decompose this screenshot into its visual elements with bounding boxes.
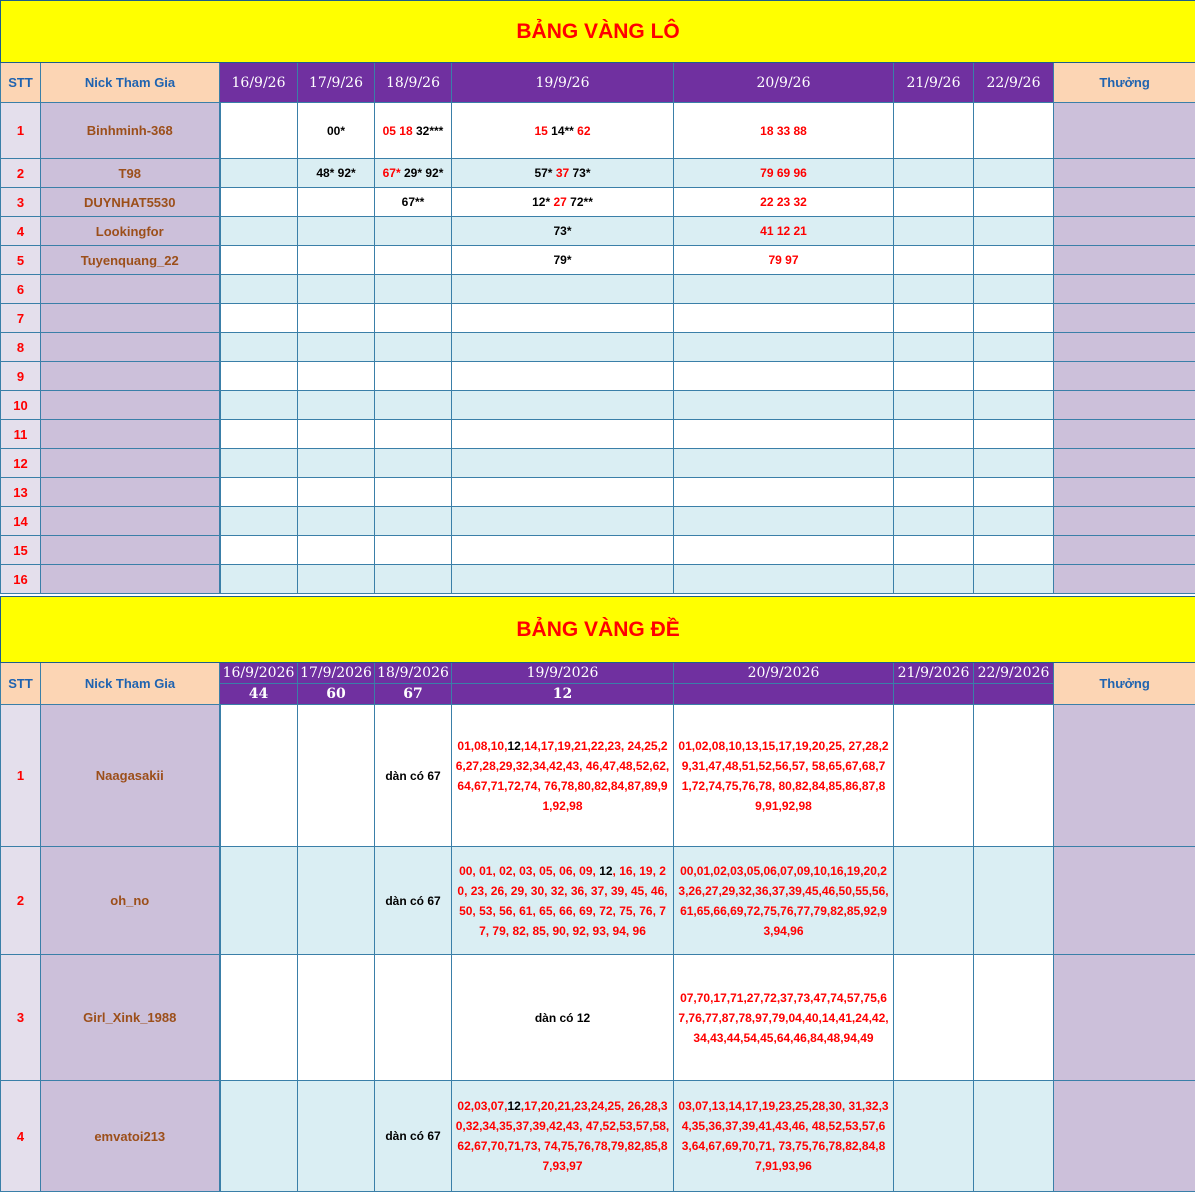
lo-day-cell bbox=[220, 103, 298, 159]
lo-number-segment: 57* bbox=[534, 166, 553, 180]
de-date-header: 16/9/2026 bbox=[220, 663, 298, 684]
de-reward-cell bbox=[1054, 847, 1195, 955]
lo-nick-cell bbox=[41, 333, 220, 362]
de-number-segment: 01,08,10, bbox=[457, 738, 508, 753]
de-day-cell bbox=[674, 955, 894, 1081]
lo-day-cell bbox=[894, 391, 974, 420]
lo-day-cell bbox=[298, 507, 375, 536]
lo-day-cell bbox=[375, 420, 452, 449]
lo-day-cell bbox=[674, 333, 894, 362]
de-day-cell bbox=[974, 705, 1054, 847]
de-nick-cell: Girl_Xink_1988 bbox=[41, 955, 220, 1081]
de-day-cell bbox=[298, 1081, 375, 1192]
lo-number-segment: 00* bbox=[326, 123, 346, 138]
de-reward-header: Thưởng bbox=[1054, 663, 1195, 705]
lo-stt-cell: 7 bbox=[1, 304, 41, 333]
lo-day-cell bbox=[220, 449, 298, 478]
lo-day-cell bbox=[894, 103, 974, 159]
lo-number-segment: 18 33 88 bbox=[760, 123, 807, 138]
lo-nick-cell: Tuyenquang_22 bbox=[41, 246, 220, 275]
lo-day-cell bbox=[974, 217, 1054, 246]
de-day-cell bbox=[298, 847, 375, 955]
de-number-segment: 03,07,13,14,17,19,23,25,28,30, 31,32,34,35,36,37,39,41,43,46, 48,52,53,57,63,64,67,69,70,71, 73,75,76,78,82,84,87,91,93,96 bbox=[678, 1099, 889, 1173]
lo-table-row bbox=[1, 188, 1195, 217]
lo-day-cell bbox=[894, 159, 974, 188]
lo-number-segment: 79* bbox=[553, 253, 572, 267]
lo-nick-cell bbox=[41, 275, 220, 304]
de-number-segment: 12 bbox=[507, 738, 521, 753]
lo-number-segment: 15 bbox=[534, 123, 548, 138]
de-day-cell bbox=[674, 847, 894, 955]
lo-stt-cell: 4 bbox=[1, 217, 41, 246]
lo-day-cell bbox=[220, 391, 298, 420]
de-table-row bbox=[1, 705, 1195, 847]
lo-stt-cell: 15 bbox=[1, 536, 41, 565]
lo-table-row bbox=[1, 420, 1195, 449]
lo-reward-cell bbox=[1054, 449, 1195, 478]
lo-table-row bbox=[1, 507, 1195, 536]
lo-table-row bbox=[1, 536, 1195, 565]
lo-day-cell bbox=[298, 536, 375, 565]
lo-number-segment: 12* bbox=[532, 195, 551, 209]
lo-nick-cell bbox=[41, 304, 220, 333]
lo-stt-cell: 3 bbox=[1, 188, 41, 217]
lo-day-cell bbox=[974, 478, 1054, 507]
lo-table-row bbox=[1, 478, 1195, 507]
lo-table-row bbox=[1, 246, 1195, 275]
lo-number-segment: 73* bbox=[553, 224, 572, 238]
lo-nick-cell bbox=[41, 391, 220, 420]
de-number-segment: dàn có 67 bbox=[385, 768, 441, 783]
lo-reward-header: Thưởng bbox=[1054, 63, 1195, 103]
de-date-header: 18/9/2026 bbox=[375, 663, 452, 684]
lo-day-cell bbox=[220, 565, 298, 594]
de-day-cell bbox=[220, 705, 298, 847]
lo-day-cell bbox=[298, 159, 375, 188]
lo-table-row bbox=[1, 159, 1195, 188]
de-table-row bbox=[1, 955, 1195, 1081]
lo-day-cell bbox=[894, 449, 974, 478]
lo-day-cell bbox=[375, 275, 452, 304]
lo-reward-cell bbox=[1054, 391, 1195, 420]
lo-number-segment: 48* 92* bbox=[316, 166, 356, 180]
lo-stt-cell: 1 bbox=[1, 103, 41, 159]
de-day-cell bbox=[375, 847, 452, 955]
lo-day-cell bbox=[375, 217, 452, 246]
de-table-row bbox=[1, 1081, 1195, 1192]
lo-table-row bbox=[1, 275, 1195, 304]
de-day-cell bbox=[974, 955, 1054, 1081]
lo-day-cell bbox=[674, 275, 894, 304]
de-date-header: 17/9/2026 bbox=[298, 663, 375, 684]
de-day-cell bbox=[894, 847, 974, 955]
lo-day-cell bbox=[974, 362, 1054, 391]
lo-number-segment: 05 18 bbox=[382, 123, 413, 138]
lo-stt-cell: 2 bbox=[1, 159, 41, 188]
lo-table-row bbox=[1, 217, 1195, 246]
lo-stt-cell: 9 bbox=[1, 362, 41, 391]
de-day-cell bbox=[375, 1081, 452, 1192]
de-nick-header: Nick Tham Gia bbox=[41, 663, 220, 705]
lo-day-cell bbox=[452, 159, 674, 188]
lo-day-cell bbox=[375, 188, 452, 217]
lo-day-cell bbox=[974, 188, 1054, 217]
lo-day-cell bbox=[220, 420, 298, 449]
de-day-cell bbox=[674, 1081, 894, 1192]
lo-nick-cell: T98 bbox=[41, 159, 220, 188]
lo-day-cell bbox=[298, 565, 375, 594]
lo-number-segment: 37 bbox=[552, 166, 570, 180]
lo-day-cell bbox=[894, 304, 974, 333]
lo-day-cell bbox=[375, 362, 452, 391]
lo-nick-cell bbox=[41, 449, 220, 478]
lo-stt-header: STT bbox=[1, 63, 41, 103]
lo-day-cell bbox=[298, 391, 375, 420]
lo-day-cell bbox=[674, 217, 894, 246]
lo-day-cell bbox=[375, 478, 452, 507]
lo-day-cell bbox=[375, 391, 452, 420]
lo-day-cell bbox=[894, 246, 974, 275]
lo-date-header: 20/9/26 bbox=[674, 63, 894, 103]
lo-number-segment: 79 69 96 bbox=[760, 166, 807, 180]
de-reward-cell bbox=[1054, 1081, 1195, 1192]
lo-day-cell bbox=[974, 333, 1054, 362]
lo-number-segment: 41 12 21 bbox=[760, 224, 807, 238]
de-stt-cell: 1 bbox=[1, 705, 41, 847]
lo-day-cell bbox=[452, 217, 674, 246]
lo-number-segment: 67* bbox=[382, 166, 401, 180]
lo-day-cell bbox=[674, 420, 894, 449]
lo-reward-cell bbox=[1054, 420, 1195, 449]
lo-nick-header: Nick Tham Gia bbox=[41, 63, 220, 103]
lo-day-cell bbox=[894, 478, 974, 507]
lo-day-cell bbox=[220, 275, 298, 304]
de-number-segment: dàn có 67 bbox=[385, 893, 441, 908]
de-day-cell bbox=[452, 955, 674, 1081]
lo-number-segment: 14** bbox=[547, 123, 574, 138]
lo-day-cell bbox=[674, 362, 894, 391]
lo-day-cell bbox=[974, 536, 1054, 565]
lo-day-cell bbox=[220, 246, 298, 275]
lo-stt-cell: 11 bbox=[1, 420, 41, 449]
lo-day-cell bbox=[974, 449, 1054, 478]
lo-stt-cell: 16 bbox=[1, 565, 41, 594]
lo-day-cell bbox=[452, 333, 674, 362]
lo-reward-cell bbox=[1054, 304, 1195, 333]
lo-day-cell bbox=[452, 478, 674, 507]
lo-day-cell bbox=[375, 333, 452, 362]
lo-day-cell bbox=[452, 536, 674, 565]
de-result-cell: 44 bbox=[220, 684, 298, 705]
lo-day-cell bbox=[452, 188, 674, 217]
lo-nick-cell bbox=[41, 565, 220, 594]
de-number-segment: 00, 01, 02, 03, 05, 06, 09, bbox=[459, 863, 600, 878]
lo-day-cell bbox=[974, 304, 1054, 333]
lo-day-cell bbox=[452, 304, 674, 333]
lo-number-segment: 22 23 32 bbox=[760, 195, 807, 209]
lo-day-cell bbox=[894, 275, 974, 304]
de-day-cell bbox=[220, 1081, 298, 1192]
lo-day-cell bbox=[375, 565, 452, 594]
lo-day-cell bbox=[674, 188, 894, 217]
lo-day-cell bbox=[298, 420, 375, 449]
de-result-cell: 67 bbox=[375, 684, 452, 705]
de-result-cell bbox=[674, 684, 894, 705]
lo-reward-cell bbox=[1054, 246, 1195, 275]
lo-reward-cell bbox=[1054, 103, 1195, 159]
lo-day-cell bbox=[220, 507, 298, 536]
lo-day-cell bbox=[674, 507, 894, 536]
de-stt-cell: 2 bbox=[1, 847, 41, 955]
de-number-segment: 01,02,08,10,13,15,17,19,20,25, 27,28,29,31,47,48,51,52,56,57, 58,65,67,68,71,72,74,75,76,78, 80,82,84,85,86,87,89,91,92,98 bbox=[678, 738, 889, 813]
de-date-header: 19/9/2026 bbox=[452, 663, 674, 684]
de-table-row bbox=[1, 847, 1195, 955]
lo-day-cell bbox=[452, 391, 674, 420]
lo-reward-cell bbox=[1054, 478, 1195, 507]
lo-day-cell bbox=[674, 103, 894, 159]
lo-stt-cell: 6 bbox=[1, 275, 41, 304]
de-date-header: 20/9/2026 bbox=[674, 663, 894, 684]
lo-day-cell bbox=[375, 536, 452, 565]
lo-table-row bbox=[1, 391, 1195, 420]
lo-day-cell bbox=[974, 391, 1054, 420]
lo-number-segment: 29* 92* bbox=[400, 166, 444, 180]
lo-day-cell bbox=[974, 420, 1054, 449]
de-number-segment: 12 bbox=[507, 1099, 521, 1113]
lo-day-cell bbox=[674, 304, 894, 333]
lo-day-cell bbox=[894, 420, 974, 449]
lo-reward-cell bbox=[1054, 188, 1195, 217]
lo-day-cell bbox=[220, 188, 298, 217]
de-number-segment: 12 bbox=[599, 863, 613, 878]
de-number-segment: 02,03,07, bbox=[457, 1099, 508, 1113]
lo-table-row bbox=[1, 362, 1195, 391]
lo-day-cell bbox=[974, 103, 1054, 159]
de-body bbox=[1, 705, 1195, 1192]
de-stt-cell: 3 bbox=[1, 955, 41, 1081]
lo-day-cell bbox=[452, 362, 674, 391]
lo-day-cell bbox=[974, 159, 1054, 188]
lo-date-header: 19/9/26 bbox=[452, 63, 674, 103]
lo-day-cell bbox=[298, 333, 375, 362]
lo-stt-cell: 5 bbox=[1, 246, 41, 275]
lo-number-segment: 62 bbox=[573, 123, 591, 138]
lo-stt-cell: 13 bbox=[1, 478, 41, 507]
lo-day-cell bbox=[894, 333, 974, 362]
lo-day-cell bbox=[375, 449, 452, 478]
lo-stt-cell: 10 bbox=[1, 391, 41, 420]
lo-reward-cell bbox=[1054, 275, 1195, 304]
lo-number-segment: 79 97 bbox=[768, 253, 799, 267]
lo-day-cell bbox=[220, 217, 298, 246]
lo-day-cell bbox=[674, 536, 894, 565]
lo-nick-cell bbox=[41, 362, 220, 391]
lo-day-cell bbox=[298, 362, 375, 391]
de-nick-cell: oh_no bbox=[41, 847, 220, 955]
de-day-cell bbox=[220, 955, 298, 1081]
de-result-cell bbox=[974, 684, 1054, 705]
de-title: BẢNG VÀNG ĐỀ bbox=[1, 597, 1195, 663]
lo-day-cell bbox=[452, 420, 674, 449]
lo-reward-cell bbox=[1054, 159, 1195, 188]
lo-day-cell bbox=[298, 103, 375, 159]
lo-day-cell bbox=[375, 507, 452, 536]
de-day-cell bbox=[674, 705, 894, 847]
lo-number-segment: 72** bbox=[566, 195, 593, 209]
de-day-cell bbox=[452, 1081, 674, 1192]
lo-day-cell bbox=[674, 565, 894, 594]
lo-reward-cell bbox=[1054, 507, 1195, 536]
lo-day-cell bbox=[974, 246, 1054, 275]
lo-nick-cell bbox=[41, 507, 220, 536]
de-result-cell bbox=[894, 684, 974, 705]
lo-table-row bbox=[1, 449, 1195, 478]
lo-number-segment: 73* bbox=[569, 166, 591, 180]
lo-date-header: 18/9/26 bbox=[375, 63, 452, 103]
lo-day-cell bbox=[452, 565, 674, 594]
lo-day-cell bbox=[298, 304, 375, 333]
lo-day-cell bbox=[452, 275, 674, 304]
de-stt-cell: 4 bbox=[1, 1081, 41, 1192]
de-number-segment: 07,70,17,71,27,72,37,73,47,74,57,75,67,76,77,87,78,97,79,04,40,14,41,24,42,34,43,44,54,45,64,46,84,48,94,49 bbox=[678, 990, 889, 1045]
lo-day-cell bbox=[298, 217, 375, 246]
lo-table bbox=[0, 0, 1195, 594]
lo-date-header: 22/9/26 bbox=[974, 63, 1054, 103]
lo-stt-cell: 12 bbox=[1, 449, 41, 478]
lo-title: BẢNG VÀNG LÔ bbox=[1, 1, 1195, 63]
lo-day-cell bbox=[220, 478, 298, 507]
lo-nick-cell: Lookingfor bbox=[41, 217, 220, 246]
lo-day-cell bbox=[894, 536, 974, 565]
lo-day-cell bbox=[220, 304, 298, 333]
lo-date-header: 17/9/26 bbox=[298, 63, 375, 103]
lo-day-cell bbox=[220, 536, 298, 565]
de-table bbox=[0, 596, 1195, 1192]
lo-reward-cell bbox=[1054, 565, 1195, 594]
lo-nick-cell bbox=[41, 536, 220, 565]
lo-day-cell bbox=[220, 159, 298, 188]
lo-number-segment: 27 bbox=[550, 195, 567, 209]
de-number-segment: 00,01,02,03,05,06,07,09,10,16,19,20,23,26,27,29,32,36,37,39,45,46,50,55,56,61,65,66,69,72,75,76,77,79,82,85,92,93,94,96 bbox=[678, 863, 889, 938]
lo-day-cell bbox=[298, 478, 375, 507]
lo-day-cell bbox=[894, 507, 974, 536]
de-day-cell bbox=[452, 847, 674, 955]
lo-reward-cell bbox=[1054, 217, 1195, 246]
de-result-cell: 60 bbox=[298, 684, 375, 705]
lo-number-segment: 67** bbox=[401, 195, 425, 209]
de-date-header: 21/9/2026 bbox=[894, 663, 974, 684]
lo-day-cell bbox=[220, 333, 298, 362]
lo-day-cell bbox=[674, 159, 894, 188]
de-number-segment: dàn có 67 bbox=[385, 1129, 441, 1143]
lo-table-row bbox=[1, 103, 1195, 159]
lo-stt-cell: 14 bbox=[1, 507, 41, 536]
lo-reward-cell bbox=[1054, 333, 1195, 362]
lo-day-cell bbox=[974, 275, 1054, 304]
lo-nick-cell: DUYNHAT5530 bbox=[41, 188, 220, 217]
de-reward-cell bbox=[1054, 705, 1195, 847]
lo-day-cell bbox=[375, 103, 452, 159]
de-day-cell bbox=[974, 1081, 1054, 1192]
de-number-segment: ,14,17,19,21,22,23, 24,25,26,27,28,29,32,34,42,43, 46,47,48,52,62,64,67,71,72,74, 76,78,80,82,84,87,89,91,92,98 bbox=[455, 738, 670, 813]
lo-day-cell bbox=[894, 188, 974, 217]
lo-day-cell bbox=[298, 449, 375, 478]
de-reward-cell bbox=[1054, 955, 1195, 1081]
lo-day-cell bbox=[220, 362, 298, 391]
lo-day-cell bbox=[674, 391, 894, 420]
lo-nick-cell bbox=[41, 478, 220, 507]
lo-day-cell bbox=[298, 275, 375, 304]
lo-day-cell bbox=[375, 159, 452, 188]
lo-table-row bbox=[1, 565, 1195, 594]
de-day-cell bbox=[894, 705, 974, 847]
lo-number-segment: 32*** bbox=[412, 123, 444, 138]
lo-day-cell bbox=[674, 246, 894, 275]
de-number-segment: dàn có 12 bbox=[534, 1010, 591, 1025]
lo-day-cell bbox=[375, 304, 452, 333]
lo-day-cell bbox=[452, 246, 674, 275]
de-day-cell bbox=[298, 955, 375, 1081]
de-date-header: 22/9/2026 bbox=[974, 663, 1054, 684]
lo-stt-cell: 8 bbox=[1, 333, 41, 362]
de-result-cell: 12 bbox=[452, 684, 674, 705]
de-day-cell bbox=[974, 847, 1054, 955]
lo-day-cell bbox=[298, 188, 375, 217]
lo-day-cell bbox=[974, 507, 1054, 536]
de-number-segment: , 16, 19, 20, 23, 26, 29, 30, 32, 36, 37, 39, 45, 46, 50, 53, 56, 61, 65, 66, 69, 72, 75, 76, 77, 79, 82, 85, 90, 92, 93, 94, 96 bbox=[457, 863, 668, 938]
de-nick-cell: emvatoi213 bbox=[41, 1081, 220, 1192]
lo-date-header: 21/9/26 bbox=[894, 63, 974, 103]
lo-reward-cell bbox=[1054, 536, 1195, 565]
lo-day-cell bbox=[894, 565, 974, 594]
lo-day-cell bbox=[894, 217, 974, 246]
de-day-cell bbox=[894, 1081, 974, 1192]
lo-nick-cell: Binhminh-368 bbox=[41, 103, 220, 159]
lo-day-cell bbox=[452, 449, 674, 478]
lo-day-cell bbox=[298, 246, 375, 275]
de-day-cell bbox=[894, 955, 974, 1081]
lo-body bbox=[1, 103, 1195, 594]
lo-day-cell bbox=[974, 565, 1054, 594]
de-day-cell bbox=[298, 705, 375, 847]
lo-day-cell bbox=[452, 103, 674, 159]
lo-day-cell bbox=[674, 449, 894, 478]
de-nick-cell: Naagasakii bbox=[41, 705, 220, 847]
lo-reward-cell bbox=[1054, 362, 1195, 391]
de-day-cell bbox=[220, 847, 298, 955]
de-number-segment: ,17,20,21,23,24,25, 26,28,30,32,34,35,37,39,42,43, 47,52,53,57,58,62,67,70,71,73, 74,75,76,78,79,82,85,87,93,97 bbox=[455, 1099, 670, 1173]
lo-nick-cell bbox=[41, 420, 220, 449]
lo-table-row bbox=[1, 304, 1195, 333]
lo-date-header: 16/9/26 bbox=[220, 63, 298, 103]
lo-day-cell bbox=[674, 478, 894, 507]
lo-day-cell bbox=[452, 507, 674, 536]
de-day-cell bbox=[375, 705, 452, 847]
lo-day-cell bbox=[894, 362, 974, 391]
lo-day-cell bbox=[375, 246, 452, 275]
de-day-cell bbox=[375, 955, 452, 1081]
de-day-cell bbox=[452, 705, 674, 847]
de-stt-header: STT bbox=[1, 663, 41, 705]
lo-table-row bbox=[1, 333, 1195, 362]
